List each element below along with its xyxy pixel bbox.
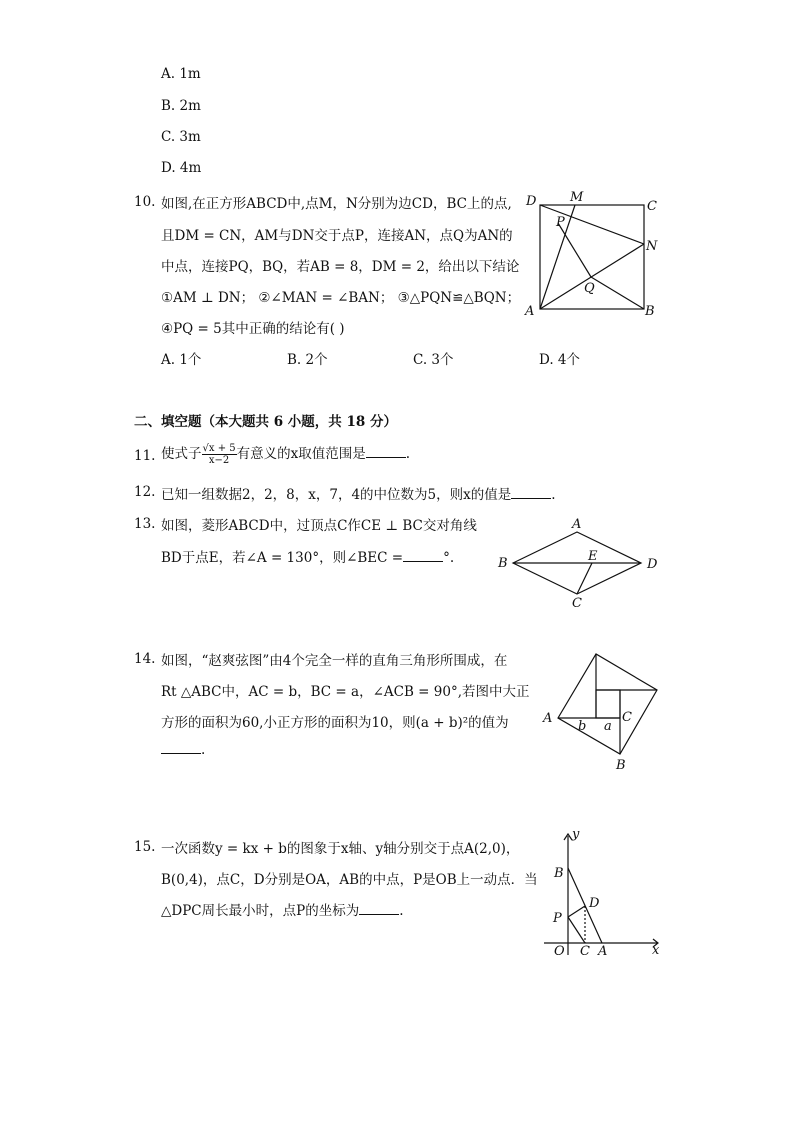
q10-line-4: ①AM ⊥ DN； ②∠MAN = ∠BAN； ③△PQN≌△BQN；: [161, 290, 521, 306]
label-c: C: [572, 596, 582, 611]
segment-ce: [577, 563, 592, 594]
q11-text: [161, 442, 410, 466]
segment-pq: [558, 223, 591, 277]
q15-line-3: [161, 899, 404, 919]
q14-number: 14.: [134, 651, 156, 667]
label-p: P: [556, 215, 565, 230]
q15-number: 15.: [134, 839, 156, 855]
label-d: D: [526, 194, 537, 209]
q10-option-c: C. 3个: [413, 352, 454, 368]
q12-text: [161, 483, 556, 503]
q11-fraction-numerator: √x + 5: [202, 443, 236, 454]
label-p: P: [553, 911, 562, 926]
label-b: B: [554, 866, 564, 881]
q9-option-b: B. 2m: [161, 98, 201, 114]
q13-line-1: 如图，菱形ABCD中，过顶点C作CE ⊥ BC交对角线: [161, 518, 477, 534]
q13-number: 13.: [134, 516, 156, 532]
q10-line-3: 中点，连接PQ，BQ，若AB = 8，DM = 2，给出以下结论: [161, 259, 520, 275]
q9-option-d: D. 4m: [161, 160, 202, 176]
q11-answer-blank[interactable]: [366, 447, 406, 458]
segment-pc: [568, 917, 585, 943]
q12-end: .: [551, 487, 556, 503]
label-n: N: [646, 239, 658, 254]
label-q: Q: [584, 281, 595, 296]
q15-coordinate-figure: [540, 827, 665, 960]
q11-end: .: [405, 446, 411, 462]
q10-square-figure: [520, 188, 670, 323]
q14-line-4: [161, 742, 205, 758]
q10-line-5: ④PQ = 5其中正确的结论有( ): [161, 321, 345, 337]
label-c: C: [622, 710, 632, 725]
segment-qb: [591, 277, 644, 309]
q10-line-1: 如图,在正方形ABCD中,点M，N分别为边CD，BC上的点,: [161, 196, 512, 212]
q10-option-b: B. 2个: [287, 352, 328, 368]
label-b: B: [616, 758, 626, 773]
q15-line-2: B(0,4)，点C，D分别是OA，AB的中点，P是OB上一动点．当: [161, 872, 538, 888]
label-o: O: [554, 944, 565, 959]
q10-option-d: D. 4个: [539, 352, 581, 368]
label-b: B: [498, 556, 508, 571]
q10-option-a: A. 1个: [161, 352, 202, 368]
label-y: y: [572, 827, 580, 842]
label-x: x: [652, 943, 660, 958]
q11-fraction-denominator: x−2: [208, 455, 230, 466]
q10-line-2: 且DM = CN，AM与DN交于点P，连接AN，点Q为AN的: [161, 228, 513, 244]
q11-number: 11.: [134, 448, 156, 464]
label-b: B: [645, 304, 655, 319]
q12-body: 已知一组数据2，2，8，x，7，4的中位数为5，则x的值是: [161, 487, 512, 503]
q14-end: .: [201, 742, 206, 758]
label-side-a: a: [604, 719, 612, 734]
q11-before: 使式子: [161, 446, 202, 462]
q15-answer-blank[interactable]: [359, 904, 399, 915]
label-d: D: [589, 896, 600, 911]
q11-fraction: [202, 443, 237, 466]
label-c: C: [647, 199, 657, 214]
label-m: M: [570, 190, 584, 205]
q13-answer-blank[interactable]: [403, 551, 443, 562]
q11-after: 有意义的x取值范围是: [236, 446, 366, 462]
small-square: [596, 690, 620, 718]
label-a: A: [598, 944, 608, 959]
q14-answer-blank[interactable]: [161, 743, 201, 754]
label-side-b: b: [578, 719, 587, 734]
label-a: A: [543, 711, 553, 726]
label-c: C: [580, 944, 590, 959]
q14-line-3: 方形的面积为60,小正方形的面积为10，则(a + b)²的值为: [161, 715, 509, 731]
q10-number: 10.: [134, 194, 156, 210]
big-square: [558, 654, 657, 754]
segment-pd: [568, 906, 585, 917]
q14-zhaoshuang-figure: [540, 648, 665, 773]
q15-line-1: 一次函数y = kx + b的图象于x轴、y轴分别交于点A(2,0)，: [161, 841, 520, 857]
label-a: A: [525, 304, 535, 319]
q9-option-c: C. 3m: [161, 129, 201, 145]
section-2-heading: 二、填空题（本大题共 6 小题，共 18 分）: [134, 414, 397, 430]
q9-option-a: A. 1m: [161, 66, 201, 82]
q14-line-1: 如图，“赵爽弦图”由4个完全一样的直角三角形所围成，在: [161, 653, 508, 669]
q15-end: .: [399, 903, 404, 919]
q12-answer-blank[interactable]: [511, 488, 551, 499]
q15-line-3-text: △DPC周长最小时，点P的坐标为: [161, 903, 360, 919]
label-e: E: [588, 549, 598, 564]
q13-line-2: [161, 546, 454, 566]
q14-line-2: Rt △ABC中，AC = b，BC = a，∠ACB = 90°,若图中大正: [161, 684, 530, 700]
label-d: D: [647, 557, 658, 572]
q13-end: °.: [443, 550, 455, 566]
q12-number: 12.: [134, 484, 156, 500]
q13-rhombus-figure: [495, 515, 665, 615]
q13-line-2-text: BD于点E，若∠A = 130°，则∠BEC =: [161, 550, 404, 566]
label-a: A: [572, 517, 582, 532]
